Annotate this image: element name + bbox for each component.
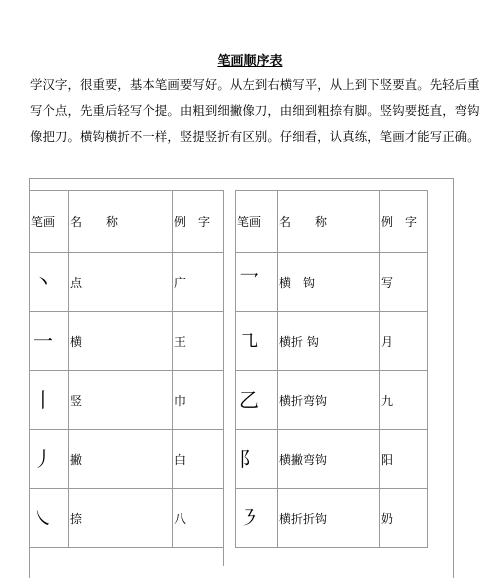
stroke-glyph: 一 bbox=[30, 312, 69, 371]
intro-line: 像把刀。横钩横折不一样，竖提竖折有区别。仔细看，认真练，笔画才能写正确。 bbox=[30, 129, 480, 144]
example-char: 八 bbox=[173, 489, 224, 548]
stroke-glyph: ㇏ bbox=[30, 489, 69, 548]
stroke-name: 横折折钩 bbox=[278, 489, 380, 548]
table-row bbox=[236, 371, 428, 430]
stroke-glyph: 丨 bbox=[30, 371, 69, 430]
stroke-name: 横折弯钩 bbox=[278, 371, 380, 430]
table-row bbox=[236, 430, 428, 489]
example-char: 月 bbox=[380, 312, 428, 371]
stroke-glyph: 乙 bbox=[236, 371, 278, 430]
intro-line: 学汉字，很重要，基本笔画要写好。从左到右横写平，从上到下竖要直。先轻后重 bbox=[30, 77, 480, 92]
stroke-name: 捺 bbox=[69, 489, 173, 548]
header-name: 名 称 bbox=[278, 191, 380, 253]
stroke-name: 竖 bbox=[69, 371, 173, 430]
example-char: 白 bbox=[173, 430, 224, 489]
stroke-name: 点 bbox=[69, 253, 173, 312]
example-char: 阳 bbox=[380, 430, 428, 489]
stroke-glyph: ㇋ bbox=[236, 489, 278, 548]
table-row bbox=[236, 312, 428, 371]
stroke-glyph: 阝 bbox=[236, 430, 278, 489]
intro-paragraph bbox=[30, 72, 480, 150]
header-example: 例 字 bbox=[173, 191, 224, 253]
stroke-glyph: ㇈ bbox=[236, 312, 278, 371]
table-header-row bbox=[30, 191, 224, 253]
stroke-glyph: 乛 bbox=[236, 253, 278, 312]
table-row bbox=[30, 489, 224, 548]
table-row bbox=[236, 489, 428, 548]
example-char: 王 bbox=[173, 312, 224, 371]
stroke-table-right bbox=[235, 190, 428, 548]
stroke-glyph: 丿 bbox=[30, 430, 69, 489]
table-row bbox=[236, 253, 428, 312]
example-char: 写 bbox=[380, 253, 428, 312]
stroke-name: 横 bbox=[69, 312, 173, 371]
table-row bbox=[30, 371, 224, 430]
example-char: 九 bbox=[380, 371, 428, 430]
stroke-name: 横撇弯钩 bbox=[278, 430, 380, 489]
intro-line: 写个点，先重后轻写个提。由粗到细撇像刀，由细到粗捺有脚。竖钩要挺直，弯钩 bbox=[30, 103, 480, 118]
header-stroke: 笔画 bbox=[236, 191, 278, 253]
table-row bbox=[30, 312, 224, 371]
example-char: 巾 bbox=[173, 371, 224, 430]
header-stroke: 笔画 bbox=[30, 191, 69, 253]
stroke-table-left bbox=[29, 190, 224, 548]
example-char: 广 bbox=[173, 253, 224, 312]
stroke-name: 横 钩 bbox=[278, 253, 380, 312]
stroke-glyph: 丶 bbox=[30, 253, 69, 312]
stroke-name: 横折 钩 bbox=[278, 312, 380, 371]
document-title: 笔画顺序表 bbox=[217, 54, 283, 69]
header-example: 例 字 bbox=[380, 191, 428, 253]
example-char: 奶 bbox=[380, 489, 428, 548]
table-header-row bbox=[236, 191, 428, 253]
stroke-name: 撇 bbox=[69, 430, 173, 489]
table-row bbox=[30, 430, 224, 489]
header-name: 名 称 bbox=[69, 191, 173, 253]
table-row bbox=[30, 253, 224, 312]
